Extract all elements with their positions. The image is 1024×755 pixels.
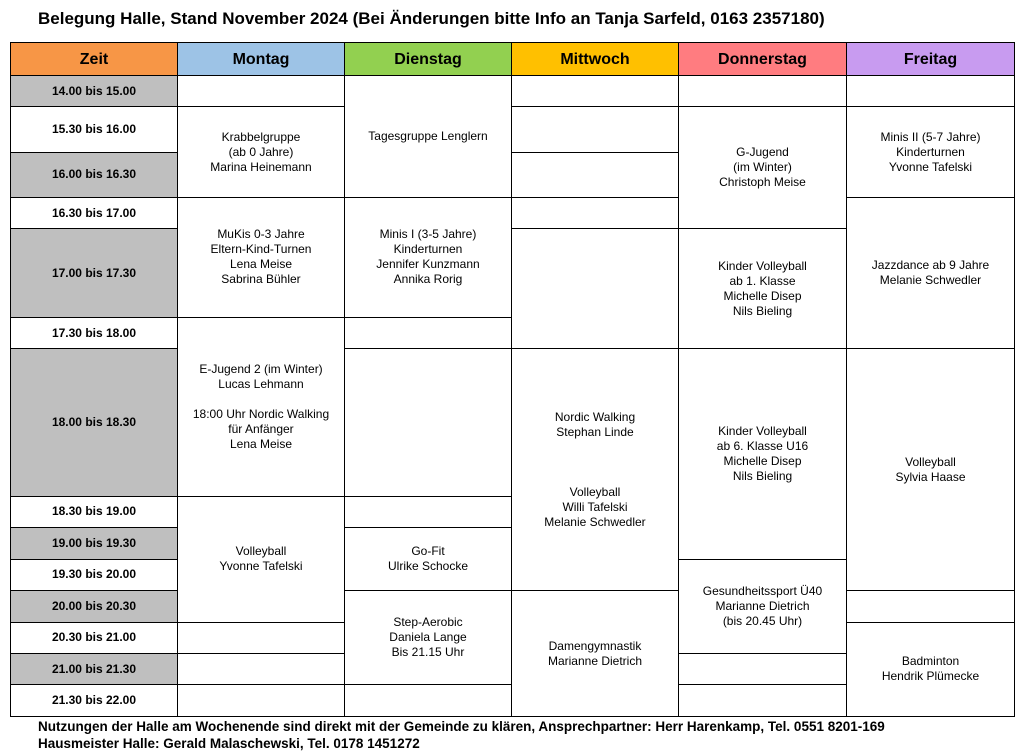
event-gesundheitssport bbox=[679, 559, 847, 653]
empty-cell bbox=[679, 654, 847, 685]
event-e-jugend bbox=[178, 317, 345, 496]
event-nordic-volleyball bbox=[512, 349, 679, 591]
event-kinder-volleyball-6 bbox=[679, 349, 847, 559]
empty-cell bbox=[512, 152, 679, 197]
event-line: Minis I (3-5 Jahre) bbox=[379, 227, 477, 242]
event-jazzdance bbox=[847, 197, 1015, 348]
time-cell: 17.00 bis 17.30 bbox=[11, 229, 178, 317]
event-line: Tagesgruppe Lenglern bbox=[368, 128, 488, 143]
event-line: (bis 20.45 Uhr) bbox=[722, 613, 803, 628]
event-mukis bbox=[178, 197, 345, 317]
event-line: Ulrike Schocke bbox=[387, 559, 469, 574]
empty-cell bbox=[345, 349, 512, 496]
event-line: Christoph Meise bbox=[719, 175, 806, 190]
event-line: Nils Bieling bbox=[732, 468, 793, 483]
event-line: Kinder Volleyball bbox=[718, 258, 807, 273]
page-title: Belegung Halle, Stand November 2024 (Bei Änderungen bitte Info an Tanja Sarfeld, 0163 2357180) bbox=[38, 9, 825, 28]
header-freitag: Freitag bbox=[847, 43, 1015, 76]
header-dienstag: Dienstag bbox=[345, 43, 512, 76]
table-row bbox=[11, 591, 1015, 622]
empty-cell bbox=[345, 496, 512, 527]
event-line: Nils Bieling bbox=[732, 303, 793, 318]
empty-cell bbox=[178, 622, 345, 653]
event-line: E-Jugend 2 (im Winter) bbox=[199, 361, 323, 376]
event-volleyball-freitag bbox=[847, 349, 1015, 591]
time-cell: 14.00 bis 15.00 bbox=[11, 76, 178, 107]
event-krabbelgruppe bbox=[178, 107, 345, 197]
event-line: 18:00 Uhr Nordic Walking bbox=[192, 406, 330, 421]
event-line: Hendrik Plümecke bbox=[881, 669, 980, 684]
empty-cell bbox=[679, 76, 847, 107]
time-cell: 19.00 bis 19.30 bbox=[11, 528, 178, 559]
event-line: Go-Fit bbox=[411, 544, 445, 559]
event-minis-i bbox=[345, 197, 512, 317]
event-line: Minis II (5-7 Jahre) bbox=[880, 129, 981, 144]
event-line: Daniela Lange bbox=[389, 630, 467, 645]
event-line: Volleyball bbox=[569, 484, 621, 499]
header-donnerstag: Donnerstag bbox=[679, 43, 847, 76]
event-line: für Anfänger bbox=[228, 421, 294, 436]
empty-cell bbox=[512, 107, 679, 152]
empty-cell bbox=[178, 685, 345, 717]
event-line: Damengymnastik bbox=[548, 638, 642, 653]
event-line: Melanie Schwedler bbox=[544, 514, 646, 529]
event-line: Volleyball bbox=[905, 454, 956, 469]
event-line: Marianne Dietrich bbox=[715, 598, 810, 613]
empty-cell bbox=[512, 229, 679, 349]
event-line: Stephan Linde bbox=[556, 424, 634, 439]
event-line: Yvonne Tafelski bbox=[888, 159, 973, 174]
footer-note bbox=[38, 718, 885, 752]
footer-line-weekend: Nutzungen der Halle am Wochenende sind direkt mit der Gemeinde zu klären, Ansprechpartner: Herr Harenkamp, Tel. 0551 8201-169 bbox=[38, 719, 885, 734]
event-line: Step-Aerobic bbox=[393, 615, 463, 630]
event-line: Lucas Lehmann bbox=[218, 376, 304, 391]
event-line: Sylvia Haase bbox=[895, 469, 966, 484]
header-montag: Montag bbox=[178, 43, 345, 76]
event-kinder-volleyball-1 bbox=[679, 229, 847, 349]
event-minis-ii bbox=[847, 107, 1015, 197]
event-line: Michelle Disep bbox=[723, 453, 802, 468]
time-cell: 15.30 bis 16.00 bbox=[11, 107, 178, 152]
event-line: Lena Meise bbox=[229, 436, 293, 451]
event-line: Jennifer Kunzmann bbox=[376, 257, 480, 272]
event-g-jugend bbox=[679, 107, 847, 229]
time-cell: 21.30 bis 22.00 bbox=[11, 685, 178, 717]
event-line: ab 6. Klasse U16 bbox=[716, 438, 809, 453]
event-volleyball-montag bbox=[178, 496, 345, 622]
event-line: Badminton bbox=[901, 654, 960, 669]
empty-cell bbox=[178, 76, 345, 107]
event-line: Annika Rorig bbox=[393, 272, 463, 287]
table-row bbox=[11, 197, 1015, 228]
event-line: Nordic Walking bbox=[554, 409, 636, 424]
empty-cell bbox=[345, 317, 512, 348]
time-cell: 19.30 bis 20.00 bbox=[11, 559, 178, 590]
empty-cell bbox=[679, 685, 847, 717]
event-line: Gesundheitssport Ü40 bbox=[702, 583, 823, 598]
event-badminton bbox=[847, 622, 1015, 716]
event-line: Volleyball bbox=[235, 544, 287, 559]
event-line: G-Jugend bbox=[736, 145, 789, 160]
time-cell: 18.30 bis 19.00 bbox=[11, 496, 178, 527]
event-line: Michelle Disep bbox=[723, 288, 802, 303]
table-row bbox=[11, 349, 1015, 496]
event-line: Marina Heinemann bbox=[210, 159, 312, 174]
empty-cell bbox=[847, 591, 1015, 622]
time-cell: 20.00 bis 20.30 bbox=[11, 591, 178, 622]
schedule-table bbox=[10, 42, 1015, 717]
empty-cell bbox=[345, 685, 512, 717]
time-cell: 16.30 bis 17.00 bbox=[11, 197, 178, 228]
event-line: (ab 0 Jahre) bbox=[228, 144, 294, 159]
header-mittwoch: Mittwoch bbox=[512, 43, 679, 76]
event-line: Lena Meise bbox=[229, 257, 293, 272]
time-cell: 21.00 bis 21.30 bbox=[11, 654, 178, 685]
event-line: Willi Tafelski bbox=[562, 499, 628, 514]
empty-cell bbox=[847, 76, 1015, 107]
time-cell: 16.00 bis 16.30 bbox=[11, 152, 178, 197]
event-line: Kinder Volleyball bbox=[718, 423, 807, 438]
time-cell: 20.30 bis 21.00 bbox=[11, 622, 178, 653]
event-line: Krabbelgruppe bbox=[221, 129, 301, 144]
event-line: Marianne Dietrich bbox=[547, 653, 643, 668]
event-tagesgruppe bbox=[345, 76, 512, 198]
event-line: Sabrina Bühler bbox=[221, 272, 301, 287]
table-row bbox=[11, 76, 1015, 107]
empty-cell bbox=[512, 197, 679, 228]
event-go-fit bbox=[345, 528, 512, 591]
event-line: MuKis 0-3 Jahre bbox=[217, 227, 305, 242]
event-line: Kinderturnen bbox=[896, 144, 965, 159]
header-zeit: Zeit bbox=[11, 43, 178, 76]
event-line: Kinderturnen bbox=[393, 242, 463, 257]
footer-line-hausmeister: Hausmeister Halle: Gerald Malaschewski, Tel. 0178 1451272 bbox=[38, 736, 420, 751]
event-line: Melanie Schwedler bbox=[879, 273, 982, 288]
event-line: Jazzdance ab 9 Jahre bbox=[871, 258, 990, 273]
event-line: Bis 21.15 Uhr bbox=[391, 645, 465, 660]
header-row bbox=[11, 43, 1015, 76]
event-line: Yvonne Tafelski bbox=[219, 559, 303, 574]
event-step-aerobic bbox=[345, 591, 512, 685]
event-line: (im Winter) bbox=[733, 160, 792, 175]
empty-cell bbox=[512, 76, 679, 107]
empty-cell bbox=[178, 654, 345, 685]
event-line: ab 1. Klasse bbox=[729, 273, 796, 288]
time-cell: 17.30 bis 18.00 bbox=[11, 317, 178, 348]
table-row bbox=[11, 107, 1015, 152]
event-line: Eltern-Kind-Turnen bbox=[210, 242, 312, 257]
event-damengymnastik bbox=[512, 591, 679, 717]
time-cell: 18.00 bis 18.30 bbox=[11, 349, 178, 496]
